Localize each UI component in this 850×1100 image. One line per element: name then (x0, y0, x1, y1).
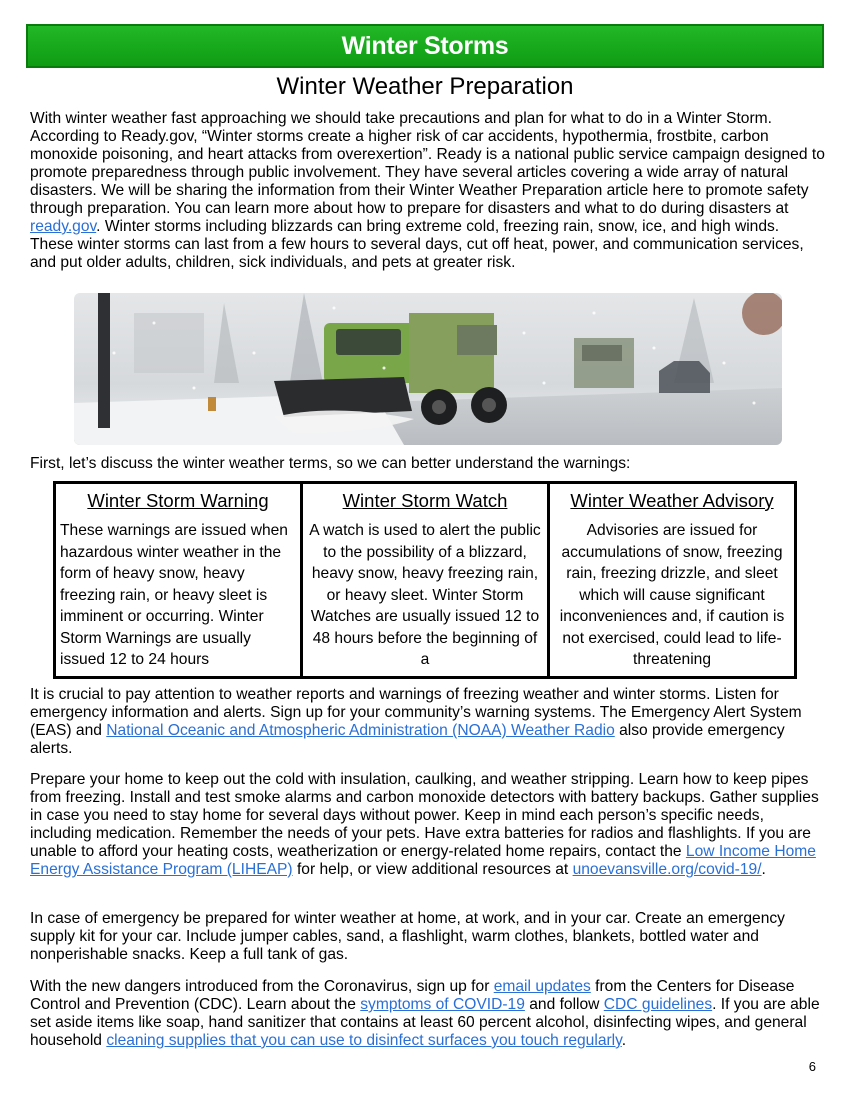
term-title-warning: Winter Storm Warning (87, 490, 269, 511)
email-updates-link[interactable]: email updates (493, 978, 591, 995)
alerts-text-2: also provide emergency alerts. (30, 722, 785, 757)
intro-text-2: . Winter storms including blizzards can bring extreme cold, freezing rain, snow, ice, and high winds. These winter storms can last from a few hours to several days, cut off heat, power, and communication services, and put older adults, children, sick individuals, and pets at greater risk. (30, 218, 804, 271)
banner-title: Winter Storms (341, 31, 509, 60)
term-title-advisory: Winter Weather Advisory (570, 490, 774, 511)
term-text-advisory: Advisories are issued for accumulations of snow, freezing rain, freezing drizzle, and sleet which will cause significant inconveniences and, if caution is not exercised, could lead to life-threatening (559, 522, 785, 668)
snowplow-photo (74, 293, 782, 445)
prepare-text-1: Prepare your home to keep out the cold with insulation, caulking, and weather stripping. Learn how to keep pipes from freezing. Install and test smoke alarms and carbon monoxide detectors with battery backups. Gather supplies in case you need to stay home for several days without power. Keep in mind each person’s specific needs, including medication. Remember the needs of your pets. Have extra batteries for radios and flashlights. If you are unable to afford your heating costs, weatherization or energy-related home repairs, contact the (30, 771, 819, 860)
term-column-advisory (550, 484, 794, 676)
term-column-watch (303, 484, 550, 676)
winter-terms-table (53, 481, 797, 679)
title-banner (26, 24, 824, 68)
alerts-paragraph (30, 686, 825, 758)
prepare-text-2: for help, or view additional resources at (292, 861, 573, 878)
covid-text-3: and follow (524, 996, 604, 1013)
covid-text-2: from the Centers for Disease Control and Prevention (CDC). Learn about the (30, 978, 795, 1013)
liheap-link[interactable]: Low Income Home Energy Assistance Program (LIHEAP) (30, 843, 816, 878)
page-number: 6 (808, 1059, 816, 1074)
cdc-guidelines-link[interactable]: CDC guidelines (603, 996, 713, 1013)
page-subtitle: Winter Weather Preparation (276, 73, 574, 100)
term-title-watch: Winter Storm Watch (342, 490, 508, 511)
prepare-home-paragraph (30, 771, 825, 879)
covid-text-4: . If you are able set aside items like soap, hand sanitizer that contains at least 60 percent alcohol, disinfecting wipes, and general household (30, 996, 820, 1049)
snowplow-truck-illustration (74, 293, 782, 445)
terms-intro-text: First, let’s discuss the winter weather terms, so we can better understand the warnings: (30, 455, 631, 472)
term-column-warning (56, 484, 303, 676)
term-text-watch: A watch is used to alert the public to the possibility of a blizzard, heavy snow, heavy freezing rain, or heavy sleet. Winter Storm Watches are usually issued 12 to 48 hours before the beginning of a (309, 522, 541, 668)
alerts-text-1: It is crucial to pay attention to weather reports and warnings of freezing weather and winter storms. Listen for emergency information and alerts. Sign up for your community’s warning systems. The Emergency Alert System (EAS) and (30, 686, 802, 739)
covid-symptoms-link[interactable]: symptoms of COVID-19 (360, 996, 525, 1013)
intro-paragraph (30, 110, 825, 272)
noaa-weather-radio-link[interactable]: National Oceanic and Atmospheric Administration (NOAA) Weather Radio (106, 722, 615, 739)
covid-text-5: . (621, 1032, 627, 1049)
prepare-text-3: . (761, 861, 766, 878)
ready-gov-link[interactable]: ready.gov (30, 218, 97, 235)
emergency-kit-paragraph: In case of emergency be prepared for winter weather at home, at work, and in your car. Create an emergency supply kit for your car. Include jumper cables, sand, a flashlight, warm clothes, blankets, bottled water and nonperishable snacks. Keep a full tank of gas. (30, 910, 785, 963)
covid-paragraph (30, 978, 825, 1050)
term-text-warning: These warnings are issued when hazardous winter weather in the form of heavy snow, heavy freezing rain, or heavy sleet is imminent or occurring. Winter Storm Warnings are usually issued 12 to 24 hours (60, 522, 288, 668)
covid-text-1: With the new dangers introduced from the Coronavirus, sign up for (30, 978, 494, 995)
cleaning-supplies-link[interactable]: cleaning supplies that you can use to disinfect surfaces you touch regularly (106, 1032, 622, 1049)
uno-evansville-link[interactable]: unoevansville.org/covid-19/ (572, 861, 762, 878)
intro-text-1: With winter weather fast approaching we should take precautions and plan for what to do in a Winter Storm. According to Ready.gov, “Winter storms create a higher risk of car accidents, hypothermia, frostbite, carbon monoxide poisoning, and heart attacks from overexertion”. Ready is a national public service campaign designed to promote preparedness through public involvement. They have several articles covering a wide array of natural disasters. We will be sharing the information from their Winter Weather Preparation article here to promote safety through preparation. You can learn more about how to prepare for disasters and what to do during disasters at (30, 110, 825, 217)
